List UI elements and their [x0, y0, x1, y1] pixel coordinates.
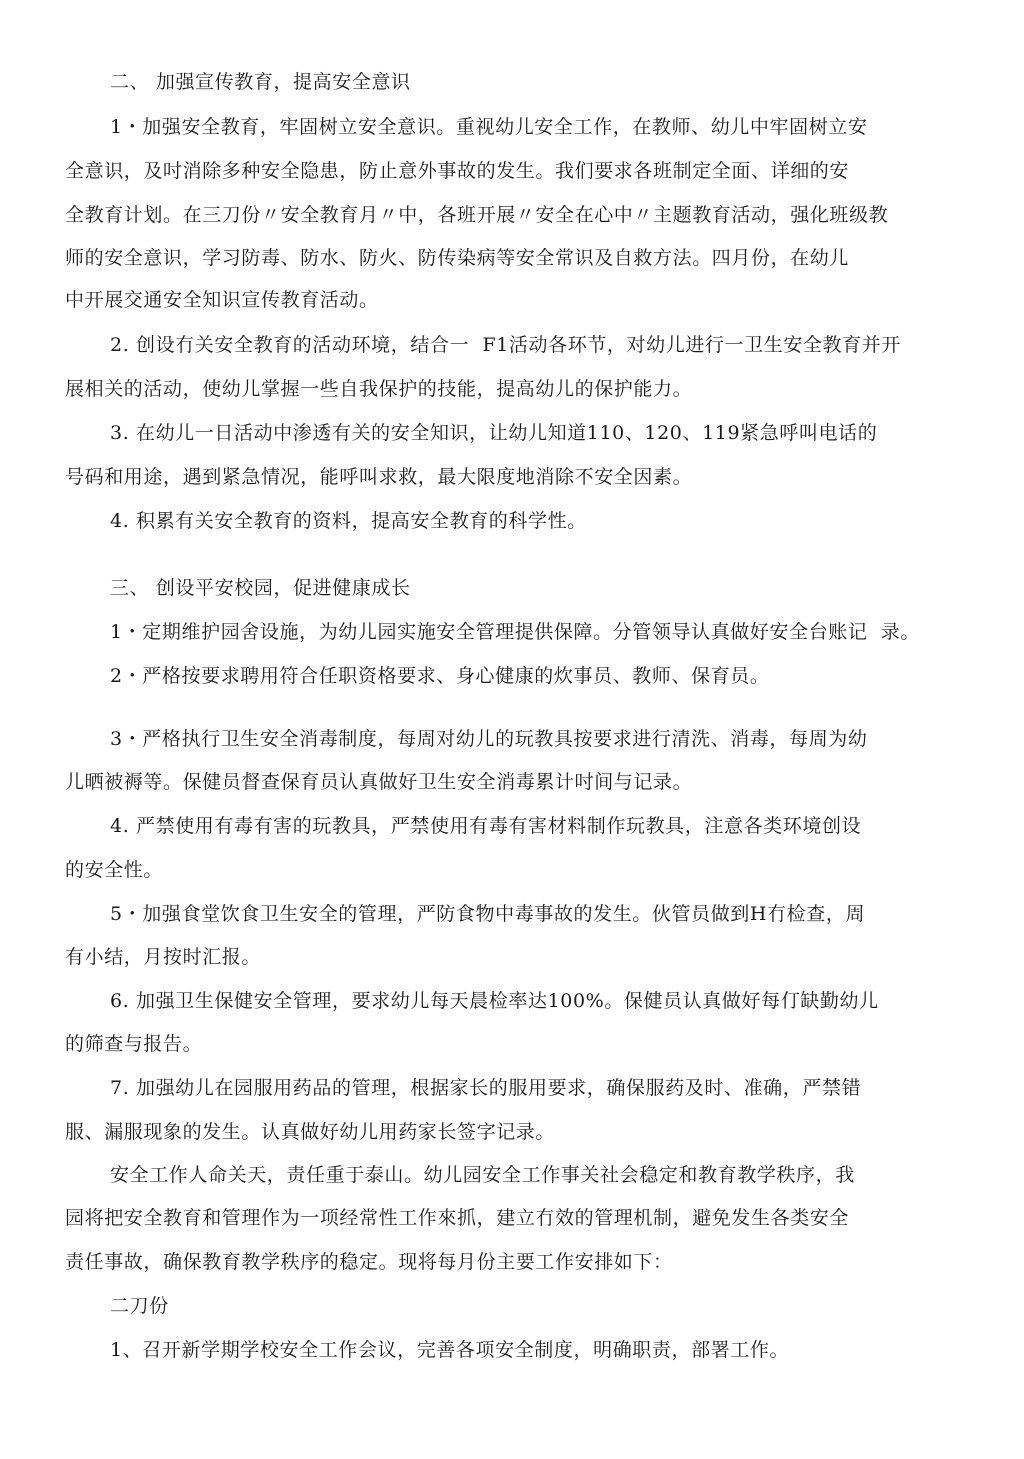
paragraph-line: 安全工作人命关天，责任重于泰山。幼儿园安全工作事关社会稳定和教育教学秩序，我 [110, 1164, 855, 1186]
paragraph-line: 4. 严禁使用有毒有害的玩教具，严禁使用有毒有害材料制作玩教具，注意各类环境创设 [110, 815, 862, 837]
paragraph-line: 2・严格按要求聘用符合任职资格要求、身心健康的炊事员、教师、保育员。 [110, 665, 770, 687]
paragraph-line: 1・定期维护园舍设施，为幼儿园实施安全管理提供保障。分管领导认真做好安全台账记 录。 [110, 621, 920, 643]
section-heading-3: 三、 创设平安校园，促进健康成长 [110, 577, 411, 599]
paragraph-line: 6. 加强卫生保健安全管理，要求幼儿每天晨检率达100%。保健员认真做好每仃缺勤幼儿 [110, 990, 879, 1012]
paragraph-line: 5・加强食堂饮食卫生安全的管理，严防食物中毒事故的发生。伙管员做到H冇检查，周 [110, 903, 866, 925]
paragraph-line: 师的安全意识，学习防毒、防水、防火、防传染病等安全常识及自救方法。四月份，在幼儿 [65, 247, 850, 269]
paragraph-line: 的安全性。 [65, 859, 164, 881]
paragraph-line: 全教育计划。在三刀份〃安全教育月〃中，各班开展〃安全在心中〃主题教育活动，强化班级教 [65, 204, 889, 226]
paragraph-line: 3・严格执行卫生安全消毒制度，每周对幼儿的玩教具按要求进行清洗、消毒，每周为幼 [110, 728, 868, 750]
paragraph-line: 3. 在幼儿一日活动中渗透有关的安全知识，让幼儿知道110、120、119紧急呼叫电话的 [110, 422, 878, 444]
paragraph-line: 号码和用途，遇到紧急情况，能呼叫求救，最大限度地消除不安全因素。 [65, 466, 693, 488]
section-heading-2: 二、 加强宣传教育，提高安全意识 [110, 71, 411, 93]
paragraph-line: 4. 积累有关安全教育的资料，提高安全教育的科学性。 [110, 510, 587, 532]
paragraph-line: 的筛查与报告。 [65, 1033, 203, 1055]
paragraph-line: 中开展交通安全知识宣传教育活动。 [65, 289, 379, 311]
paragraph-line: 有小结，月按时汇报。 [65, 946, 262, 968]
paragraph-line: 2. 创设冇关安全教育的活动环境，结合一 F1活动各环节，对幼儿进行一卫生安全教育并开 [110, 334, 901, 356]
paragraph-line: 服、漏服现象的发生。认真做好幼儿用药家长签字记录。 [65, 1121, 556, 1143]
paragraph-line: 全意识，及吋消除多种安全隐患，防止意外事故的发生。我们要求各班制定全面、详细的安 [65, 160, 850, 182]
month-heading: 二刀份 [110, 1295, 169, 1317]
paragraph-line: 1・加强安全教育，牢固树立安全意识。重视幼儿安全工作，在教师、幼儿中牢固树立安 [110, 116, 868, 138]
paragraph-line: 园将把安全教育和管理作为一项经常性工作來抓，建立冇效的管理机制，避免发生各类安全 [65, 1207, 850, 1229]
paragraph-line: 儿晒被褥等。保健员督查保育员认真做好卫生安全消毒累计吋间与记录。 [65, 771, 693, 793]
paragraph-line: 1、召开新学期学校安全工作会议，完善各项安全制度，明确职责，部署工作。 [110, 1339, 790, 1361]
paragraph-line: 7. 加强幼儿在园服用药品的管理，根据家长的服用要求，确保服药及时、准确，严禁错 [110, 1077, 862, 1099]
paragraph-line: 责任事故，确保教育教学秩序的稳定。现将每月份主要工作安排如下： [65, 1251, 673, 1273]
paragraph-line: 展相关的活动，使幼儿掌握一些自我保护的技能，提高幼儿的保护能力。 [65, 378, 693, 400]
